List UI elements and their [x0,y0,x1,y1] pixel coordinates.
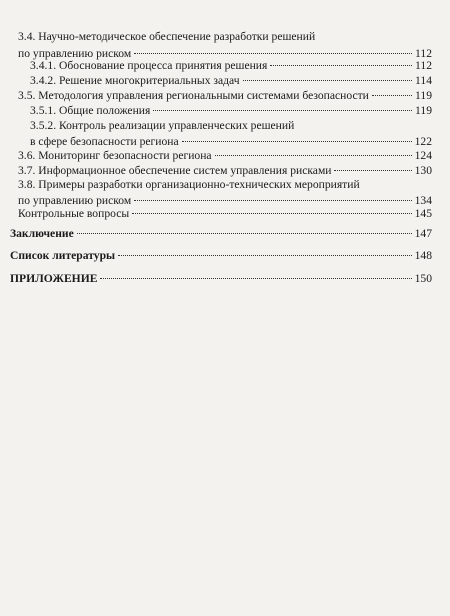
toc-entry-text: Заключение [10,227,74,240]
toc-page-number: 148 [414,249,432,262]
toc-entry-3-7 [18,164,432,177]
dot-leader [100,278,411,279]
dot-leader [118,255,412,256]
toc-entry-text: 3.4.1. Обоснование процесса принятия решения [30,59,268,72]
toc-entry-3-4-1 [30,59,432,72]
dot-leader [134,53,412,54]
toc-page-number: 112 [415,47,432,60]
toc-page-number: 130 [414,164,432,177]
toc-entry-text: Контрольные вопросы [18,207,130,220]
toc-page-number: 112 [415,59,432,72]
toc-page-number: 124 [414,149,432,162]
toc-entry-3-5 [18,89,432,102]
dot-leader [134,200,411,201]
toc-page-number: 119 [415,104,432,117]
toc-entry-text: по управлению риском [18,194,132,207]
toc-entry-review-questions [18,207,432,220]
toc-entry-text: 3.6. Мониторинг безопасности региона [18,149,212,162]
dot-leader [270,65,412,66]
toc-entry-text: 3.4.2. Решение многокритериальных задач [30,74,240,87]
toc-entry-text: по управлению риском [18,47,132,60]
toc-entry-text: Список литературы [10,249,116,262]
toc-page-number: 119 [415,89,432,102]
toc-page-number: 114 [415,74,432,87]
toc-entry-3-8 [18,178,432,207]
toc-entry-text: 3.5.1. Общие положения [30,104,151,117]
toc-entry-text: 3.5.2. Контроль реализации управленческих решений [30,119,295,132]
dot-leader [334,170,411,171]
toc-entry-3-6 [18,149,432,162]
dot-leader [372,95,412,96]
dot-leader [243,80,412,81]
toc-entry-text: в сфере безопасности региона [30,135,179,148]
toc-entry-references [10,249,432,262]
toc-entry-3-4-2 [30,74,432,87]
dot-leader [215,155,412,156]
toc-entry-conclusion [10,227,432,240]
dot-leader [132,213,411,214]
dot-leader [182,141,412,142]
toc-entry-3-4 [18,30,432,60]
dot-leader [77,233,412,234]
toc-page-number: 122 [414,135,432,148]
toc-page-number: 147 [414,227,432,240]
dot-leader [153,110,412,111]
toc-page-number: 150 [414,272,432,285]
toc-page-number: 145 [414,207,432,220]
toc-entry-text: 3.8. Примеры разработки организационно-технических мероприятий [18,178,360,191]
toc-entry-appendix [10,272,432,285]
toc-entry-text: 3.4. Научно-методическое обеспечение разработки решений [18,30,316,43]
toc-entry-3-5-2 [30,119,432,148]
toc-entry-text: 3.5. Методология управления региональными системами безопасности [18,89,369,102]
toc-entry-3-5-1 [30,104,432,117]
toc-page-number: 134 [414,194,432,207]
toc-entry-text: ПРИЛОЖЕНИЕ [10,272,98,285]
toc-entry-text: 3.7. Информационное обеспечение систем управления рисками [18,164,332,177]
